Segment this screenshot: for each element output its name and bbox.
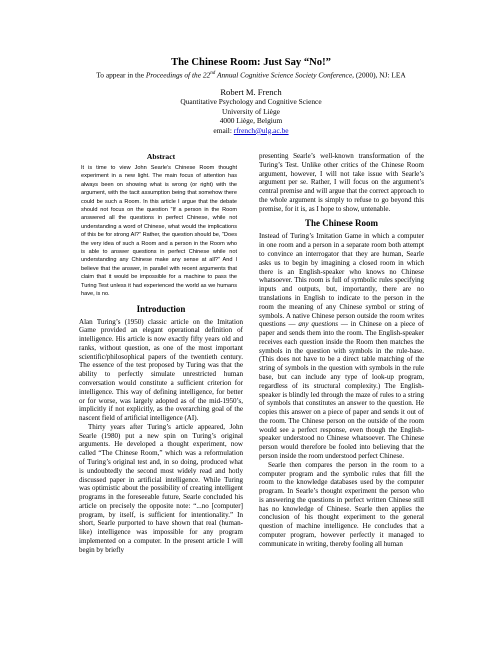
affiliation-address: 4000 Liège, Belgium [219,116,283,126]
chinese-room-p1-end: — in Chinese on a piece of paper and sends them into the room. The English-speaker receives each question inside the Room then matches the symbols in the question with symbols in the rule-base. (This does not have to be a direct table matching of the string of symbols in the question with symbols in the rule base, but can include any type of look-up program, regardless of its structural complexity.) The English-speaker is blindly led through the maze of rules to a string of symbols that constitutes an answer to the question. He copies this answer on a piece of paper and sends it out of the room. The Chinese person on the outside of the room would see a perfect response, even though the English-speaker understood no Chinese whatsoever. The Chinese person would therefore be fooled into believing that the person inside the room understood perfect Chinese. [259,320,424,460]
abstract-heading: Abstract [146,152,176,161]
venue-ordinal-suffix: nd [210,71,216,76]
affiliation-department: Quantitative Psychology and Cognitive Science [180,97,322,107]
chinese-room-paragraph-2: Searle then compares the person in the room to a computer program and the symbolic rules that fill the room to the knowledge databases used by the computer program. In Searle’s thought experiment the person who is answering the questions in perfect written Chinese still has no knowledge of Chinese. Searle then applies the conclusion of his thought experiment to the general question of machine intelligence. He concludes that a computer program, however perfectly it managed to communicate in writing, thereby fooling all human [259,460,424,548]
email-label: email: [213,125,234,135]
intro-paragraph-1: Alan Turing’s (1950) classic article on the Imitation Game provided an elegant operational definition of intelligence. His article is now exactly fifty years old and ranks, without question, as one of the most important scientific/philosophical papers of the twentieth century. The essence of the test proposed by Turing was that the ability to perfectly simulate unrestricted human conversation would constitute a sufficient criterion for intelligence. This way of defining intelligence, for better or for worse, was largely adopted as of the mid-1950’s, implicitly if not explicitly, as the overarching goal of the nascent field of artificial intelligence (AI). [79,317,243,423]
email-line [0,126,502,135]
chinese-room-p1-start: Instead of Turing’s Imitation Game in which a computer in one room and a person in a separate room both attempt to convince an interrogator that they are human, Searle asks us to begin by imagining a closed room in which there is an English-speaker who knows no Chinese whatsoever. This room is full of symbolic rules specifying inputs and outputs, but, importantly, there are no translations in English to indicate to the person in the room the meaning of any Chinese symbol or string of symbols. A native Chinese person outside the room writes questions — [259,232,424,329]
right-column [259,152,424,549]
affiliation-university: University of Liège [222,106,280,116]
venue-prefix: To appear in the [96,70,146,80]
venue-proceedings: Proceedings of the 22 [145,70,211,80]
venue-conference: Annual Cognitive Science Society Conference [215,70,353,80]
left-column [79,152,243,555]
abstract-text: It is time to view John Searle’s Chinese Room thought experiment in a new light. The main focus of attention has always been on showing what is wrong (or right) with the argument, with the tacit assumption being that somehow there could be such a Room. In this article I argue that the debate should not focus on the question “If a person in the Room answered all the questions in perfect Chinese, while not understanding a word of Chinese, what would the implications of this be for strong AI?” Rather, the question should be, “Does the very idea of such a Room and a person in the Room who is able to answer questions in perfect Chinese while not understanding any Chinese make any sense at all?” And I believe that the answer, in parallel with recent arguments that claim that it would be impossible for a machine to pass the Turing Test unless it had experienced the world as we humans have, is no. [81,165,237,298]
intro-paragraph-2: Thirty years after Turing’s article appeared, John Searle (1980) put a new spin on Turing’s original arguments. He developed a thought experiment, now called “The Chinese Room,” which was a reformulation of Turing’s original test and, in so doing, produced what is undoubtedly the second most widely read and hotly discussed paper in artificial intelligence. While Turing was optimistic about the possibility of creating intelligent programs in the foreseeable future, Searle concluded his article on precisely the opposite note: “...no [computer] program, by itself, is sufficient for intentionality.” In short, Searle purported to have shown that real (human-like) intelligence was impossible for any program implemented on a computer. In the present article I will begin by briefly [79,422,243,554]
introduction-heading: Introduction [136,303,186,314]
chinese-room-heading: The Chinese Room [304,218,378,229]
chinese-room-p1-emphasis: any questions [298,320,338,329]
venue-suffix: , (2000), NJ: LEA [352,70,406,80]
author-block [0,88,502,135]
chinese-room-paragraph-1 [259,232,424,460]
author-name: Robert M. French [220,87,282,97]
intro-paragraph-3: presenting Searle’s well-known transformation of the Turing’s Test. Unlike other critics of the Chinese Room argument, however, I will not take issue with Searle’s argument per se. Rather, I will focus on the argument’s central premise and will argue that the correct approach to the whole argument is simply to refuse to go beyond this premise, for it is, as I hope to show, untenable. [259,152,424,213]
email-link[interactable]: rfrench@ulg.ac.be [233,125,289,135]
paper-title: The Chinese Room: Just Say “No!” [171,57,331,68]
venue-line [0,69,502,79]
